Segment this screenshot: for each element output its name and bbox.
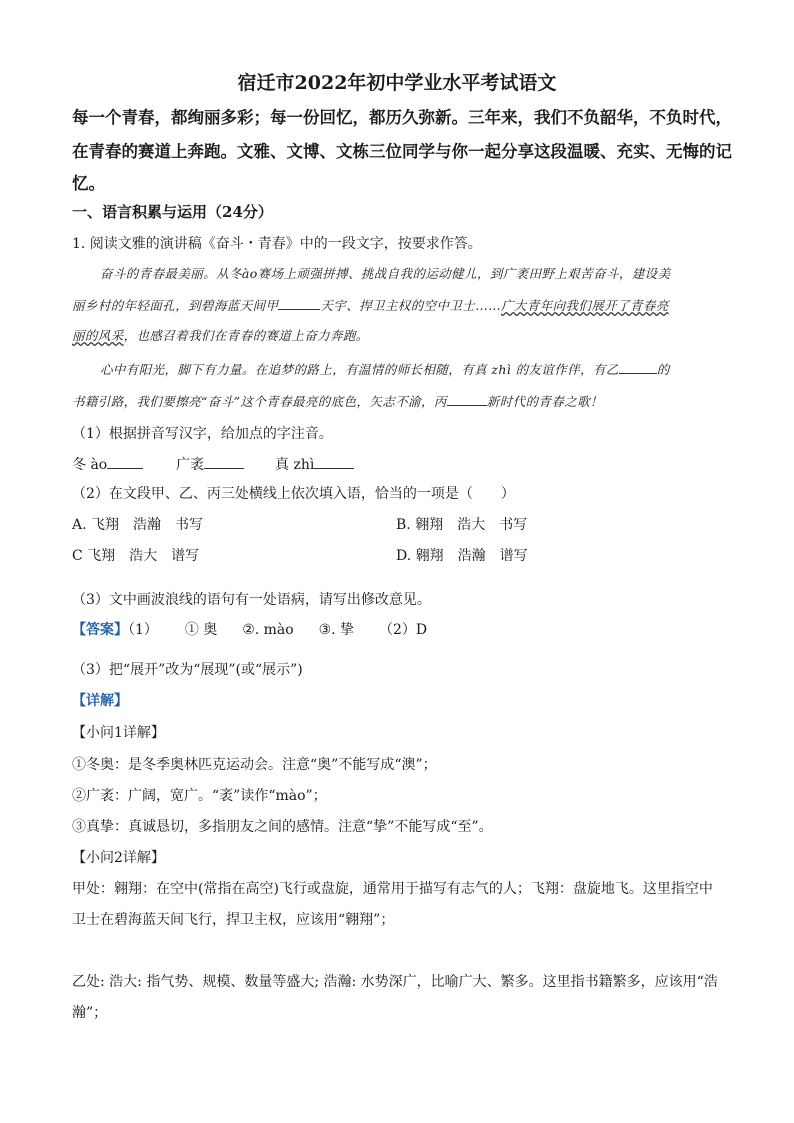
intro-line-2: 在青春的赛道上奔跑。文雅、文博、文栋三位同学与你一起分享这段温暖、充实、无悔的记 bbox=[72, 142, 732, 161]
answer-label: 【答案】 bbox=[72, 622, 128, 638]
blank-yi[interactable] bbox=[619, 359, 657, 374]
option-b[interactable]: B. 翱翔 浩大 书写 bbox=[396, 517, 528, 533]
passage-text: 的 bbox=[656, 362, 670, 377]
detail-2-line: 瀚”； bbox=[72, 1005, 108, 1021]
answer-1-2: ②. mào bbox=[242, 622, 294, 638]
answer-1-3: ③. 挚 bbox=[318, 622, 355, 638]
document-title: 宿迁市2022年初中学业水平考试语文 bbox=[237, 72, 557, 94]
detail-1-line: ③真挚：真诚恳切，多指朋友之间的感情。注意“挚”不能写成“至”。 bbox=[72, 819, 493, 835]
answer-blank[interactable] bbox=[314, 454, 354, 469]
sub-question-2: （2）在文段甲、乙、丙三处横线上依次填入语，恰当的一项是（ ） bbox=[72, 486, 515, 502]
item-dong-ao: 冬 ào bbox=[72, 457, 108, 473]
blank-bing[interactable] bbox=[447, 391, 487, 406]
passage-line bbox=[72, 295, 669, 316]
blank-jia[interactable] bbox=[278, 295, 320, 310]
sub-question-3: （3）文中画波浪线的语句有一处语病，请写出修改意见。 bbox=[72, 592, 431, 608]
answer-part-1: （1） bbox=[128, 622, 158, 638]
option-c[interactable]: C 飞翔 浩大 谱写 bbox=[72, 548, 200, 564]
detail-2-label: 【小问2详解】 bbox=[72, 850, 165, 866]
detail-2-line: 甲处：翱翔：在空中(常指在高空)飞行或盘旋，通常用于描写有志气的人；飞翔：盘旋地飞。这里指空中 bbox=[72, 881, 713, 897]
passage-text: 新时代的青春之歌！ bbox=[486, 394, 603, 409]
passage-text: 书籍引路，我们要擦亮“奋斗”这个青春最亮的底色，矢志不渝，丙 bbox=[72, 394, 447, 409]
answer-1-1: ① 奥 bbox=[184, 622, 218, 638]
wavy-underlined-sentence: 丽的风采 bbox=[72, 328, 124, 343]
passage-text: ，也感召着我们在青春的赛道上奋力奔跑。 bbox=[123, 328, 369, 343]
detail-1-line: ①冬奥：是冬季奥林匹克运动会。注意“奥”不能写成“澳”； bbox=[72, 757, 437, 773]
answer-part-3: （3）把“展开”改为“展现”(或“展示”) bbox=[72, 662, 303, 678]
option-a[interactable]: A. 飞翔 浩瀚 书写 bbox=[72, 517, 204, 533]
sub-question-1: （1）根据拼音写汉字，给加点的字注音。 bbox=[72, 426, 333, 442]
detail-1-label: 【小问1详解】 bbox=[72, 725, 165, 741]
detail-2-line: 乙处: 浩大: 指气势、规模、数量等盛大; 浩瀚: 水势深广，比喻广大、繁多。这里指书籍繁多，应该用“浩 bbox=[72, 974, 718, 990]
intro-line-3: 忆。 bbox=[72, 174, 105, 193]
passage-line: 奋斗的青春最美丽。从冬ào赛场上顽强拼搏、挑战自我的运动健儿，到广袤田野上艰苦奋斗，建设美 bbox=[100, 266, 671, 281]
passage-line bbox=[72, 326, 369, 346]
detail-2-line: 卫士在碧海蓝天间飞行，捍卫主权，应该用“翱翔”； bbox=[72, 912, 395, 928]
answer-part-2: （2）D bbox=[378, 622, 428, 638]
sub-question-1-items bbox=[72, 454, 354, 475]
passage-text: 天宇、捍卫主权的空中卫士…… bbox=[320, 298, 502, 313]
detail-1-line: ②广袤：广阔，宽广。“袤”读作“mào”； bbox=[72, 788, 327, 804]
intro-line-1: 每一个青春，都绚丽多彩；每一份回忆，都历久弥新。三年来，我们不负韶华，不负时代， bbox=[72, 108, 732, 127]
detail-label: 【详解】 bbox=[72, 693, 128, 709]
wavy-underlined-sentence: 广大青年向我们展开了青春亮 bbox=[501, 298, 669, 313]
passage-line bbox=[100, 359, 670, 380]
item-zhen-zhi: 真 zhì bbox=[275, 457, 315, 473]
answer-line bbox=[72, 620, 427, 640]
answer-blank[interactable] bbox=[107, 454, 143, 469]
passage-line bbox=[72, 391, 603, 412]
section-heading: 一、语言积累与运用（24分） bbox=[72, 203, 273, 221]
answer-blank[interactable] bbox=[204, 454, 244, 469]
passage-text: 心中有阳光，脚下有力量。在追梦的路上，有温情的师长相随，有真 zhì 的友谊作伴，有乙 bbox=[100, 362, 619, 377]
item-guang-mao: 广袤 bbox=[176, 457, 205, 473]
question-1-stem: 1. 阅读文雅的演讲稿《奋斗・青春》中的一段文字，按要求作答。 bbox=[72, 236, 482, 252]
option-d[interactable]: D. 翱翔 浩瀚 谱写 bbox=[396, 548, 528, 564]
passage-text: 丽乡村的年轻面孔，到碧海蓝天间甲 bbox=[72, 298, 279, 313]
